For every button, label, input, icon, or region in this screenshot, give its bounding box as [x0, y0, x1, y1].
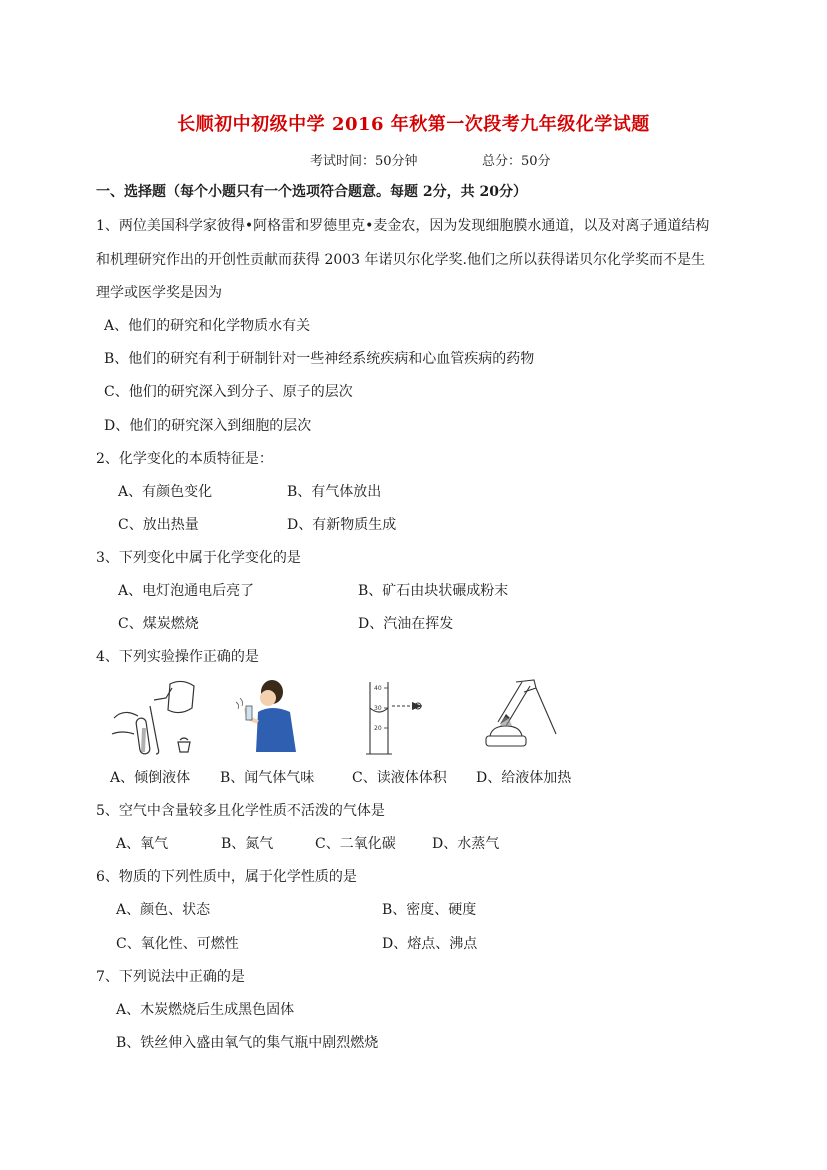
exam-time: 考试时间：50分钟: [310, 154, 418, 169]
q3-option-c: C、煤炭燃烧: [118, 616, 199, 632]
q6-option-d: D、熔点、沸点: [382, 936, 478, 952]
figure-smelling-gas: [234, 678, 304, 758]
cylinder-tick-30: 30: [374, 705, 382, 712]
q7-option-a: A、木炭燃烧后生成黑色固体: [116, 1002, 295, 1018]
cylinder-tick-20: 20: [374, 725, 382, 732]
q5-option-b: B、氮气: [221, 836, 274, 852]
q2-option-b: B、有气体放出: [287, 484, 382, 500]
q2-option-c: C、放出热量: [118, 517, 199, 533]
q6-option-a: A、颜色、状态: [116, 902, 211, 918]
q1-option-c: C、他们的研究深入到分子、原子的层次: [104, 384, 353, 400]
figure-heating-liquid: [476, 678, 571, 758]
q3-stem: 3、下列变化中属于化学变化的是: [96, 550, 301, 566]
q4-option-c: C、读液体体积: [352, 770, 447, 786]
q2-stem: 2、化学变化的本质特征是：: [96, 451, 273, 467]
section-heading: 一、选择题（每个小题只有一个选项符合题意。每题 2分，共 20分）: [96, 184, 527, 200]
q5-stem: 5、空气中含量较多且化学性质不活泼的气体是: [96, 803, 385, 819]
q5-option-d: D、水蒸气: [432, 836, 500, 852]
q4-option-d: D、给液体加热: [476, 770, 572, 786]
q1-option-a: A、他们的研究和化学物质水有关: [104, 318, 311, 334]
q2-option-a: A、有颜色变化: [118, 484, 213, 500]
figure-pouring-liquid: [110, 678, 205, 758]
q4-option-b: B、闻气体气味: [220, 770, 315, 786]
q6-option-b: B、密度、硬度: [382, 902, 477, 918]
cylinder-tick-40: 40: [374, 685, 382, 692]
q1-option-d: D、他们的研究深入到细胞的层次: [104, 418, 312, 434]
q3-option-b: B、矿石由块状碾成粉末: [358, 583, 509, 599]
q6-option-c: C、氧化性、可燃性: [116, 936, 239, 952]
q4-option-a: A、倾倒液体: [110, 770, 191, 786]
q5-option-c: C、二氧化碳: [315, 836, 396, 852]
exam-title: 长顺初中初级中学 2016 年秋第一次段考九年级化学试题: [177, 114, 650, 135]
q1-stem-line2: 和机理研究作出的开创性贡献而获得 2003 年诺贝尔化学奖.他们之所以获得诺贝尔化学奖而不是生: [96, 252, 705, 268]
q3-option-d: D、汽油在挥发: [358, 616, 454, 632]
q5-option-a: A、氧气: [116, 836, 169, 852]
q6-stem: 6、物质的下列性质中，属于化学性质的是: [96, 869, 357, 885]
q3-option-a: A、电灯泡通电后亮了: [118, 583, 255, 599]
q7-option-b: B、铁丝伸入盛由氧气的集气瓶中剧烈燃烧: [116, 1035, 379, 1051]
q1-stem-line3: 理学或医学奖是因为: [96, 285, 222, 301]
q7-stem: 7、下列说法中正确的是: [96, 969, 245, 985]
q1-option-b: B、他们的研究有利于研制针对一些神经系统疾病和心血管疾病的药物: [104, 351, 535, 367]
total-score: 总分：50分: [482, 154, 551, 169]
figure-reading-cylinder: [356, 678, 436, 758]
q4-stem: 4、下列实验操作正确的是: [96, 649, 259, 665]
q2-option-d: D、有新物质生成: [287, 517, 397, 533]
q1-stem-line1: 1、两位美国科学家彼得•阿格雷和罗德里克•麦金农，因为发现细胞膜水通道，以及对离子通道结构: [96, 218, 710, 234]
